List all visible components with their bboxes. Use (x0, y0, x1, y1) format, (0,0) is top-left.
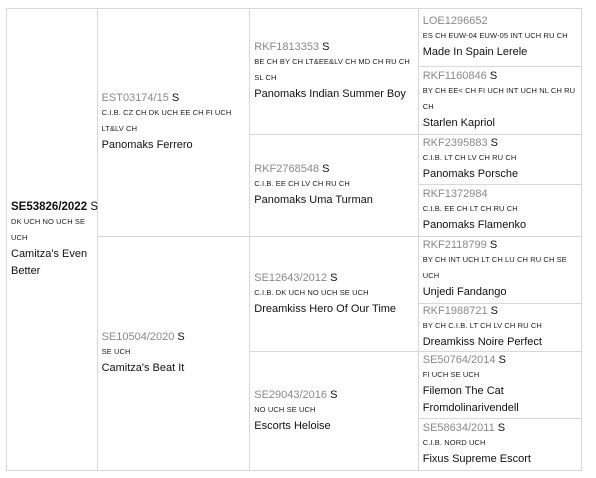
dsd-reg[interactable]: RKF1988721 (422, 305, 488, 318)
sire-sex: S (171, 91, 180, 104)
dam-dam-titles: NO UCH SE UCH (254, 404, 316, 414)
sire-sire-sire-cell (418, 9, 581, 67)
dam-dam-name[interactable]: Escorts Heloise (254, 419, 331, 432)
dam-sire-cell (250, 236, 418, 351)
dog-reg[interactable]: SE53826/2022 (11, 200, 88, 213)
ssd-titles: BY CH EE< CH FI UCH INT UCH NL CH RU CH (422, 85, 576, 111)
sire-dam-name[interactable]: Panomaks Uma Turman (254, 193, 373, 206)
dsd-titles: BY CH C.I.B. LT CH LV CH RU CH (422, 321, 542, 331)
dam-dam-sex: S (330, 388, 338, 401)
dam-sire-reg[interactable]: SE12643/2012 (254, 271, 328, 284)
pedigree-table (6, 8, 582, 471)
dds-name[interactable]: Filemon The Cat Fromdolinarivendell (422, 385, 519, 415)
dsd-name[interactable]: Dreamkiss Noire Perfect (422, 336, 542, 349)
sds-reg[interactable]: RKF2395883 (422, 136, 488, 149)
dds-titles: FI UCH SE UCH (422, 370, 480, 380)
dam-sex: S (177, 330, 185, 343)
dss-sex: S (489, 239, 498, 252)
sire-dam-dam-cell (418, 185, 581, 237)
dam-cell (97, 236, 250, 470)
sss-reg[interactable]: LOE1296652 (422, 14, 488, 27)
ddd-sex: S (497, 422, 506, 435)
dam-sire-sire-cell (418, 236, 581, 303)
sire-sire-sex: S (322, 40, 330, 53)
sire-dam-titles: C.I.B. EE CH LV CH RU CH (254, 178, 350, 188)
sire-sire-titles: BE CH BY CH LT&EE&LV CH MD CH RU CH SL CH (254, 56, 410, 82)
ddd-reg[interactable]: SE58634/2011 (422, 422, 495, 435)
dam-titles: SE UCH (101, 346, 131, 356)
dsd-sex: S (490, 305, 498, 318)
sss-titles: ES CH EUW-04 EUW-05 INT UCH RU CH (422, 30, 568, 40)
dss-titles: BY CH INT UCH LT CH LU CH RU CH SE UCH (422, 255, 567, 281)
dds-sex: S (498, 354, 506, 367)
dam-dam-dam-cell (418, 419, 581, 471)
ssd-sex: S (489, 69, 498, 82)
ddd-name[interactable]: Fixus Supreme Escort (422, 453, 531, 466)
sds-titles: C.I.B. LT CH LV CH RU CH (422, 152, 517, 162)
dss-name[interactable]: Unjedi Fandango (422, 286, 507, 299)
sire-name[interactable]: Panomaks Ferrero (101, 138, 193, 151)
sire-reg[interactable]: EST03174/15 (101, 91, 169, 104)
dam-sire-titles: C.I.B. DK UCH NO UCH SE UCH (254, 287, 369, 297)
sire-dam-sire-cell (418, 134, 581, 185)
dog-titles: DK UCH NO UCH SE UCH (11, 216, 86, 242)
sire-cell (97, 9, 250, 237)
dam-sire-name[interactable]: Dreamkiss Hero Of Our Time (254, 302, 397, 315)
sire-titles: C.I.B. CZ CH DK UCH EE CH FI UCH LT&LV CH (101, 107, 232, 133)
sds-sex: S (490, 136, 498, 149)
ssd-reg[interactable]: RKF1160846 (422, 69, 487, 82)
dam-sire-sex: S (330, 271, 338, 284)
sire-sire-cell (250, 9, 418, 135)
dam-dam-sire-cell (418, 352, 581, 419)
sdd-titles: C.I.B. EE CH LT CH RU CH (422, 204, 518, 214)
sire-sire-dam-cell (418, 66, 581, 134)
ssd-name[interactable]: Starlen Kapriol (422, 116, 495, 129)
sire-sire-name[interactable]: Panomaks Indian Summer Boy (254, 87, 406, 100)
dss-reg[interactable]: RKF2118799 (422, 239, 487, 252)
ddd-titles: C.I.B. NORD UCH (422, 438, 486, 448)
dog-name[interactable]: Camitza's Even Better (11, 247, 88, 277)
dam-dam-cell (250, 352, 418, 471)
dam-reg[interactable]: SE10504/2020 (101, 330, 175, 343)
sss-name[interactable]: Made In Spain Lerele (422, 45, 528, 58)
sdd-reg[interactable]: RKF1372984 (422, 188, 488, 201)
dog-cell (7, 9, 98, 471)
sds-name[interactable]: Panomaks Porsche (422, 167, 519, 180)
sdd-name[interactable]: Panomaks Flamenko (422, 219, 527, 232)
dds-reg[interactable]: SE50764/2014 (422, 354, 496, 367)
sire-dam-cell (250, 134, 418, 236)
sire-sire-reg[interactable]: RKF1813353 (254, 40, 320, 53)
dam-name[interactable]: Camitza's Beat It (101, 361, 185, 374)
sire-dam-reg[interactable]: RKF2768548 (254, 162, 320, 175)
dam-sire-dam-cell (418, 303, 581, 352)
dam-dam-reg[interactable]: SE29043/2016 (254, 388, 328, 401)
sire-dam-sex: S (322, 162, 330, 175)
dog-sex: S (90, 200, 98, 213)
